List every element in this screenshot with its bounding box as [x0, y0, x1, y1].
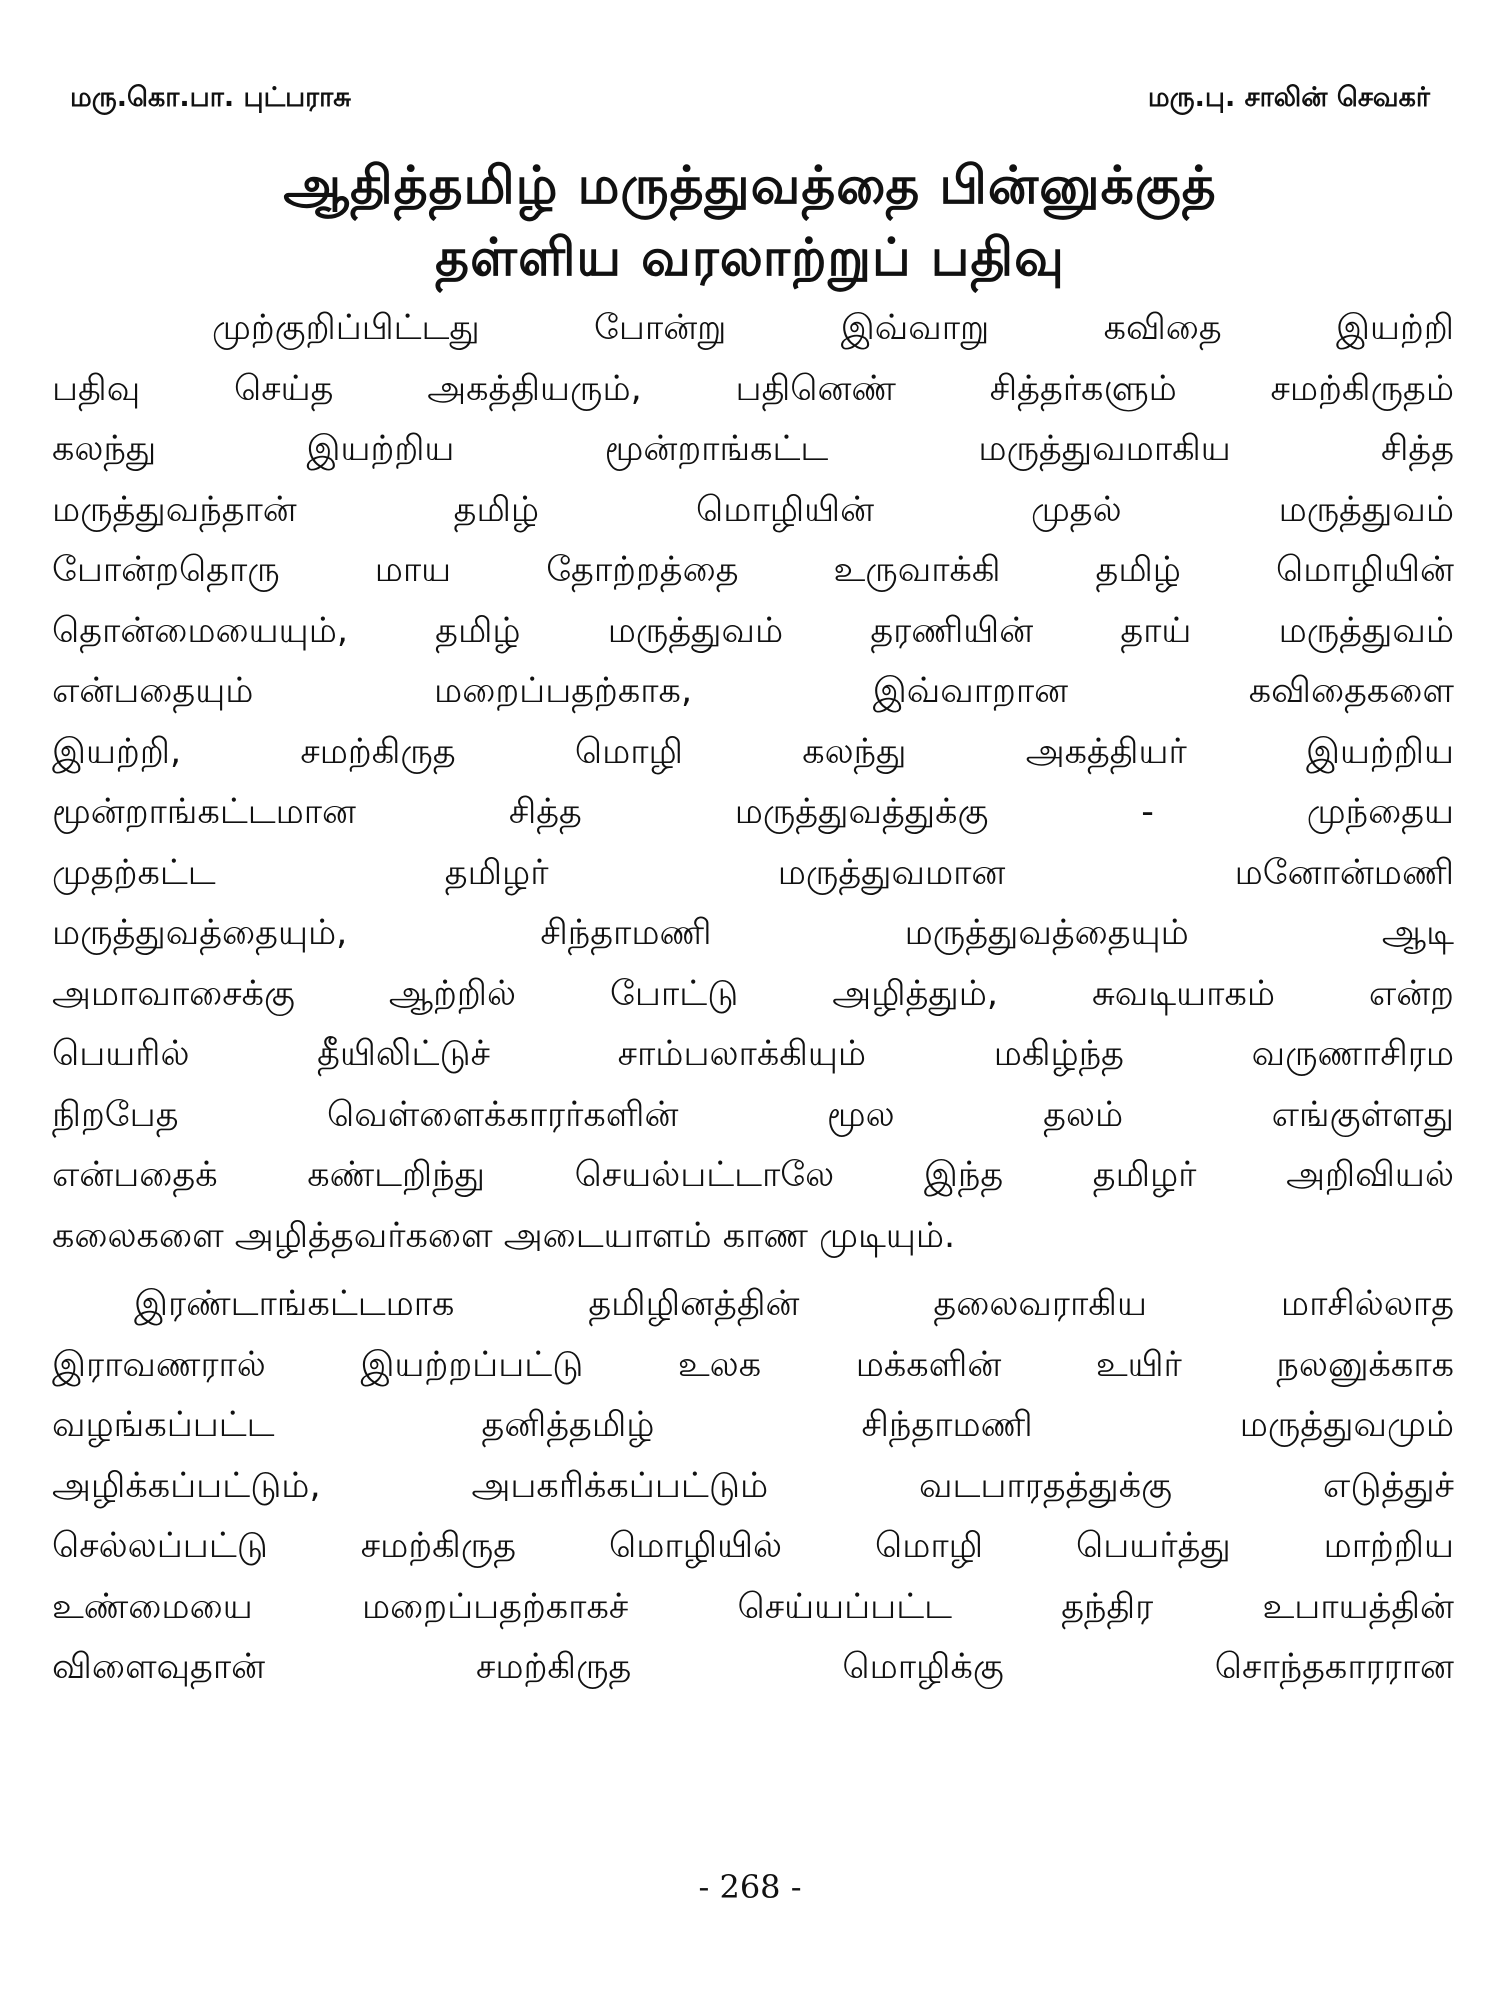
text-line: தொன்மையையும், தமிழ் மருத்துவம் தரணியின் தாய் மருத்துவம் — [52, 610, 1454, 651]
text-line: மருத்துவந்தான் தமிழ் மொழியின் முதல் மருத்துவம் — [52, 489, 1454, 530]
text-line: பெயரில் தீயிலிட்டுச் சாம்பலாக்கியும் மகிழ்ந்த வருணாசிரம — [52, 1034, 1454, 1074]
header-author-left: மரு.கொ.பா. புட்பராசு — [70, 82, 351, 113]
text-line: நிறபேத வெள்ளைக்காரர்களின் மூல தலம் எங்குள்ளது — [52, 1094, 1454, 1135]
paragraph-1 — [52, 298, 1454, 1266]
paragraph-2 — [52, 1274, 1454, 1698]
text-line: அமாவாசைக்கு ஆற்றில் போட்டு அழித்தும், சுவடியாகம் என்ற — [52, 973, 1454, 1014]
chapter-title-line-1: ஆதித்தமிழ் மருத்துவத்தை பின்னுக்குத் — [283, 156, 1217, 216]
text-line: விளைவுதான் சமற்கிருத மொழிக்கு சொந்தகாரரான — [52, 1647, 1454, 1687]
text-line: வழங்கப்பட்ட தனித்தமிழ் சிந்தாமணி மருத்துவமும் — [52, 1405, 1454, 1445]
text-line: செல்லப்பட்டு சமற்கிருத மொழியில் மொழி பெயர்த்து மாற்றிய — [52, 1526, 1454, 1566]
text-line: கலைகளை அழித்தவர்களை அடையாளம் காண முடியும். — [52, 1215, 956, 1256]
text-line: போன்றதொரு மாய தோற்றத்தை உருவாக்கி தமிழ் மொழியின் — [52, 550, 1454, 590]
body-text — [52, 298, 1454, 1698]
text-line: முதற்கட்ட தமிழர் மருத்துவமான மனோன்மணி — [52, 852, 1454, 893]
text-line: இராவணரால் இயற்றப்பட்டு உலக மக்களின் உயிர் நலனுக்காக — [52, 1344, 1454, 1385]
text-line: இயற்றி, சமற்கிருத மொழி கலந்து அகத்தியர் இயற்றிய — [52, 731, 1454, 772]
paragraph-gap — [52, 1266, 1454, 1274]
header-author-right: மரு.பு. சாலின் செவகர் — [1147, 82, 1430, 113]
text-line: முற்குறிப்பிட்டது போன்று இவ்வாறு கவிதை இயற்றி — [212, 308, 1454, 348]
text-line: என்பதைக் கண்டறிந்து செயல்பட்டாலே இந்த தமிழர் அறிவியல் — [52, 1155, 1454, 1195]
text-line: மூன்றாங்கட்டமான சித்த மருத்துவத்துக்கு - முந்தைய — [52, 792, 1454, 832]
text-line: உண்மையை மறைப்பதற்காகச் செய்யப்பட்ட தந்திர உபாயத்தின் — [52, 1586, 1454, 1627]
chapter-title-line-2: தள்ளிய வரலாற்றுப் பதிவு — [435, 228, 1065, 288]
text-line: என்பதையும் மறைப்பதற்காக, இவ்வாறான கவிதைகளை — [52, 671, 1454, 711]
text-line: இரண்டாங்கட்டமாக தமிழினத்தின் தலைவராகிய மாசில்லாத — [134, 1284, 1454, 1324]
text-line: மருத்துவத்தையும், சிந்தாமணி மருத்துவத்தையும் ஆடி — [52, 913, 1454, 953]
text-line: அழிக்கப்பட்டும், அபகரிக்கப்பட்டும் வடபாரதத்துக்கு எடுத்துச் — [52, 1465, 1454, 1506]
chapter-title — [60, 150, 1440, 294]
page-number: - 268 - — [698, 1868, 802, 1906]
text-line: கலந்து இயற்றிய மூன்றாங்கட்ட மருத்துவமாகிய சித்த — [52, 429, 1454, 469]
text-line: பதிவு செய்த அகத்தியரும், பதினெண் சித்தர்களும் சமற்கிருதம் — [52, 368, 1454, 409]
